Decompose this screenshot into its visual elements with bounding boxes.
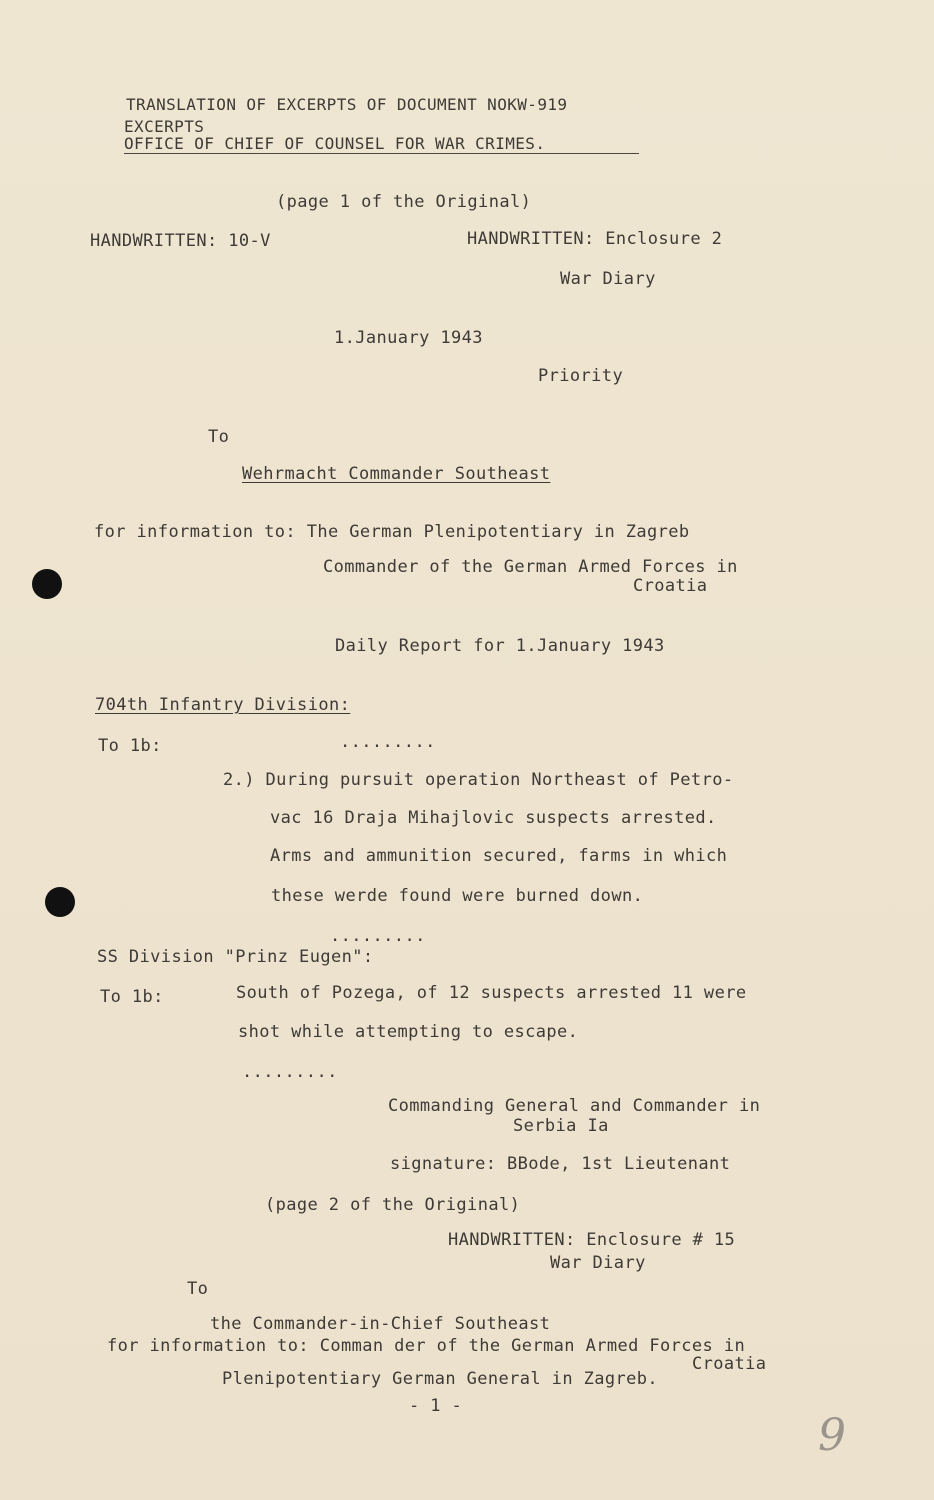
date: 1.January 1943 [334,328,483,348]
handwritten-enclosure-15: HANDWRITTEN: Enclosure # 15 [448,1230,736,1250]
handwritten-left: HANDWRITTEN: 10-V [90,231,271,251]
para2-line2: vac 16 Draja Mihajlovic suspects arrested. [270,808,717,828]
to-1b-label-1: To 1b: [98,736,162,756]
recipient-1: Wehrmacht Commander Southeast [242,464,551,484]
ss-line2: shot while attempting to escape. [238,1022,579,1042]
page-2-note: (page 2 of the Original) [265,1195,521,1215]
header-excerpts: EXCERPTS [124,117,205,136]
para2-line4: these werde found were burned down. [271,886,644,906]
dots-3: ......... [242,1062,338,1082]
signatory-title-2: Serbia Ia [513,1116,609,1136]
to-label-2: To [187,1279,209,1299]
ss-line1: South of Pozega, of 12 suspects arrested 11 were [236,983,747,1003]
signatory-title-1: Commanding General and Commander in [388,1096,761,1116]
ss-division-heading: SS Division "Prinz Eugen": [97,947,374,967]
info-to-2-croatia: Croatia [692,1354,767,1374]
info-to-1: for information to: The German Plenipotentiary in Zagreb [94,522,690,542]
cc-1a: Commander of the German Armed Forces in [323,557,738,577]
cc-1b: Croatia [633,576,708,596]
war-diary-2: War Diary [550,1253,646,1273]
header-underline [124,153,639,154]
pencil-mark: 9 [818,1410,846,1461]
plenipotentiary-line: Plenipotentiary German General in Zagreb. [222,1369,659,1389]
para2-line3: Arms and ammunition secured, farms in which [270,846,728,866]
dots-2: ......... [330,926,426,946]
to-1b-label-2: To 1b: [100,987,164,1007]
priority: Priority [538,366,624,386]
punch-hole-top [32,569,62,599]
recipient-2: the Commander-in-Chief Southeast [210,1314,551,1334]
war-diary-1: War Diary [560,269,656,289]
para2-line1: 2.) During pursuit operation Northeast of Petro- [223,770,734,790]
header-title: TRANSLATION OF EXCERPTS OF DOCUMENT NOKW-919 [126,95,568,114]
dots-1: ......... [340,732,436,752]
page-1-note: (page 1 of the Original) [276,192,532,212]
to-label-1: To [208,427,230,447]
info-to-2: for information to: Comman der of the German Armed Forces in [107,1336,746,1356]
signature-line: signature: BBode, 1st Lieutenant [390,1154,731,1174]
page-number: - 1 - [409,1396,463,1416]
punch-hole-bottom [45,887,75,917]
daily-report-title: Daily Report for 1.January 1943 [335,636,665,656]
header-office: OFFICE OF CHIEF OF COUNSEL FOR WAR CRIMES. [124,134,546,153]
division-704-heading: 704th Infantry Division: [95,695,351,715]
handwritten-enclosure-2: HANDWRITTEN: Enclosure 2 [467,229,723,249]
